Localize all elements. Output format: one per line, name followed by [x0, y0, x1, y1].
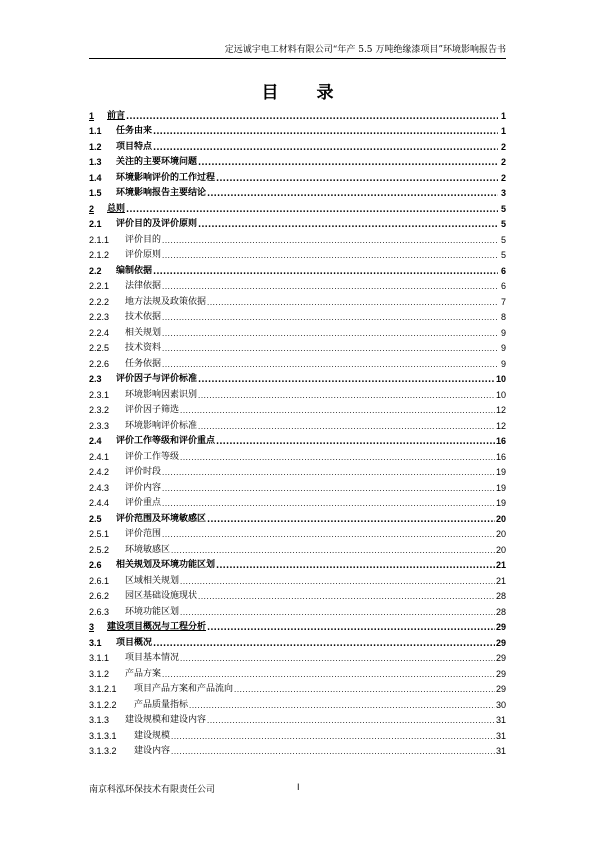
- toc-entry-number: 3.1.2: [89, 668, 110, 679]
- toc-entry[interactable]: [89, 493, 506, 509]
- toc-leader-dots: [162, 669, 495, 679]
- toc-entry[interactable]: [89, 260, 506, 276]
- toc-leader-dots: [216, 173, 498, 183]
- toc-entry-number: 3.1.2.2: [89, 699, 117, 710]
- toc-entry-title: 评价时段: [125, 467, 162, 477]
- footer-company: 南京科泓环保技术有限责任公司: [89, 785, 216, 795]
- toc-entry[interactable]: [89, 338, 506, 354]
- toc-entry-page: 5: [500, 234, 506, 245]
- toc-entry-number: 2.2.5: [89, 343, 110, 353]
- toc-entry-number: 2.2.3: [89, 312, 110, 322]
- toc-entry-title: 法律依据: [125, 281, 162, 291]
- toc-entry-number: 1: [89, 110, 95, 121]
- toc-entry[interactable]: [89, 570, 506, 586]
- toc-leader-dots: [198, 390, 495, 400]
- toc-entry-page: 19: [495, 498, 506, 508]
- toc-entry[interactable]: [89, 400, 506, 416]
- toc-entry-page: 16: [495, 436, 506, 446]
- toc-entry[interactable]: [89, 183, 506, 199]
- toc-entry-number: 2.4.1: [89, 451, 110, 462]
- toc-entry-page: 9: [500, 358, 506, 369]
- toc-entry-title: 前言: [107, 110, 126, 121]
- running-header: 定远诚宇电工材料有限公司“年产 5.5 万吨绝缘漆项目”环境影响报告书: [89, 42, 506, 59]
- toc-entry-title: 相关规划: [125, 327, 162, 338]
- toc-entry-title: 环境功能区划: [125, 606, 180, 617]
- toc-entry-page: 2: [500, 172, 506, 183]
- toc-leader-dots: [216, 436, 495, 446]
- toc-entry-number: 2.3.1: [89, 389, 110, 400]
- toc-leader-dots: [189, 700, 495, 710]
- toc-entry-title: 编制依据: [116, 265, 153, 276]
- toc-entry-number: 3.1.3: [89, 715, 110, 725]
- toc-entry[interactable]: [89, 601, 506, 617]
- toc-entry-page: 12: [495, 405, 506, 415]
- toc-entry-number: 2.6.2: [89, 591, 110, 601]
- toc-leader-dots: [162, 529, 495, 539]
- toc-entry-page: 29: [495, 653, 506, 663]
- toc-entry-number: 2.6.3: [89, 606, 110, 617]
- toc-entry-page: 29: [495, 637, 506, 648]
- toc-leader-dots: [162, 250, 498, 260]
- toc-entry-title: 项目基本情况: [125, 653, 180, 663]
- toc-entry-title: 评价重点: [125, 498, 162, 508]
- toc-entry-number: 3.1: [89, 637, 102, 648]
- toc-entry-title: 地方法规及政策依据: [125, 296, 207, 307]
- toc-entry-title: 建设规模: [134, 730, 171, 741]
- toc-entry-page: 12: [495, 420, 506, 431]
- toc-entry-title: 关注的主要环境问题: [116, 157, 198, 167]
- toc-entry[interactable]: [89, 152, 506, 168]
- toc-leader-dots: [171, 731, 495, 741]
- toc-entry-title: 园区基础设施现状: [125, 591, 198, 601]
- toc-entry-number: 1.5: [89, 188, 102, 198]
- toc-leader-dots: [207, 297, 498, 307]
- toc-entry-number: 2.5.1: [89, 529, 110, 539]
- toc-entry[interactable]: [89, 446, 506, 462]
- toc-entry[interactable]: [89, 648, 506, 664]
- toc-entry-number: 2.6: [89, 560, 102, 570]
- toc-entry-number: 2.4.2: [89, 467, 110, 477]
- toc-entry[interactable]: [89, 555, 506, 571]
- toc-entry-page: 19: [495, 467, 506, 477]
- toc-entry-number: 2.4.3: [89, 482, 110, 493]
- toc-leader-dots: [162, 328, 498, 338]
- toc-entry-number: 2.2.6: [89, 358, 110, 369]
- toc-entry[interactable]: [89, 307, 506, 323]
- toc-entry-title: 评价因子与评价标准: [116, 374, 198, 384]
- footer-page-number: I: [297, 782, 300, 792]
- toc-entry-title: 区域相关规划: [125, 575, 180, 586]
- toc-entry[interactable]: [89, 121, 506, 137]
- toc-entry-number: 2.2.2: [89, 296, 110, 307]
- toc-entry-page: 6: [500, 281, 506, 291]
- toc-entry-page: 31: [495, 715, 506, 725]
- toc-entry-title: 评价目的: [125, 234, 162, 245]
- toc-leader-dots: [180, 405, 495, 415]
- toc-entry-page: 20: [495, 544, 506, 555]
- toc-entry-number: 3.1.2.1: [89, 684, 117, 694]
- toc-entry-page: 28: [495, 606, 506, 617]
- toc-leader-dots: [207, 715, 495, 725]
- toc-entry-page: 3: [500, 188, 506, 198]
- toc-entry-page: 2: [500, 157, 506, 167]
- toc-entry-title: 技术资料: [125, 343, 162, 353]
- toc-entry-number: 2.5: [89, 513, 102, 524]
- toc-entry[interactable]: [89, 539, 506, 555]
- toc-entry-page: 30: [495, 699, 506, 710]
- toc-leader-dots: [180, 452, 495, 462]
- toc-entry-page: 21: [495, 575, 506, 586]
- toc-entry[interactable]: [89, 245, 506, 261]
- toc-entry[interactable]: [89, 384, 506, 400]
- toc-leader-dots: [153, 126, 498, 136]
- toc-entry-page: 5: [500, 203, 506, 214]
- toc-entry-title: 项目特点: [116, 141, 153, 152]
- toc-leader-dots: [162, 343, 498, 353]
- toc-entry-title: 技术依据: [125, 312, 162, 322]
- toc-entry[interactable]: [89, 477, 506, 493]
- toc-leader-dots: [198, 219, 498, 229]
- toc-leader-dots: [216, 560, 495, 570]
- toc-entry-page: 5: [500, 250, 506, 260]
- toc-entry-number: 3.1.3.2: [89, 746, 117, 756]
- page-title: 目 录: [261, 83, 350, 103]
- toc-entry[interactable]: [89, 586, 506, 602]
- toc-entry-number: 2: [89, 203, 95, 214]
- toc-leader-dots: [162, 312, 498, 322]
- toc-entry-page: 29: [495, 684, 506, 694]
- toc-entry-page: 16: [495, 451, 506, 462]
- toc-leader-dots: [207, 622, 495, 632]
- toc-entry[interactable]: [89, 353, 506, 369]
- toc-entry-number: 1.1: [89, 126, 102, 136]
- toc-entry-title: 产品质量指标: [134, 699, 189, 710]
- toc-leader-dots: [180, 653, 495, 663]
- toc-entry-title: 项目概况: [116, 637, 153, 648]
- toc-leader-dots: [207, 188, 498, 198]
- toc-entry-title: 总则: [107, 203, 126, 214]
- toc-entry-page: 31: [495, 746, 506, 756]
- toc-entry-page: 9: [500, 343, 506, 353]
- toc-entry-title: 相关规划及环境功能区划: [116, 560, 216, 570]
- toc-entry-number: 2.2.4: [89, 327, 110, 338]
- toc-entry-number: 3.1.1: [89, 653, 110, 663]
- toc-entry[interactable]: [89, 710, 506, 726]
- toc-leader-dots: [153, 266, 498, 276]
- toc-entry-page: 10: [495, 389, 506, 400]
- toc-entry[interactable]: [89, 694, 506, 710]
- toc-entry-number: 2.3.2: [89, 405, 110, 415]
- toc-leader-dots: [162, 235, 498, 245]
- toc-entry[interactable]: [89, 617, 506, 633]
- toc-leader-dots: [180, 607, 495, 617]
- toc-entry[interactable]: [89, 508, 506, 524]
- toc-entry-title: 建设内容: [134, 746, 171, 756]
- toc-entry-number: 2.1.2: [89, 250, 110, 260]
- toc-entry[interactable]: [89, 679, 506, 695]
- toc-leader-dots: [207, 514, 495, 524]
- toc-entry-page: 1: [500, 126, 506, 136]
- toc-leader-dots: [198, 591, 495, 601]
- toc-entry-title: 评价范围: [125, 529, 162, 539]
- toc-entry-number: 2.4: [89, 436, 102, 446]
- toc-leader-dots: [234, 684, 495, 694]
- toc-entry-title: 建设规模和建设内容: [125, 715, 207, 725]
- toc-entry-title: 评价范围及环境敏感区: [116, 513, 207, 524]
- toc-entry-page: 10: [495, 374, 506, 384]
- toc-entry[interactable]: [89, 632, 506, 648]
- toc-entry-number: 2.1: [89, 219, 102, 229]
- toc-entry-number: 1.2: [89, 141, 102, 152]
- toc-leader-dots: [162, 483, 495, 493]
- toc-entry-title: 建设项目概况与工程分析: [107, 622, 207, 632]
- toc-entry-title: 评价原则: [125, 250, 162, 260]
- toc-leader-dots: [126, 204, 498, 214]
- toc-entry-number: 2.3: [89, 374, 102, 384]
- toc-entry-page: 28: [495, 591, 506, 601]
- toc-entry-number: 1.3: [89, 157, 102, 167]
- toc-entry-number: 2.1.1: [89, 234, 110, 245]
- toc-entry-title: 评价因子筛选: [125, 405, 180, 415]
- toc-leader-dots: [162, 467, 495, 477]
- toc-entry[interactable]: [89, 136, 506, 152]
- toc-leader-dots: [153, 638, 495, 648]
- toc-entry-number: 3: [89, 622, 95, 632]
- toc-entry[interactable]: [89, 291, 506, 307]
- toc-entry[interactable]: [89, 524, 506, 540]
- toc-entry-title: 任务依据: [125, 358, 162, 369]
- toc-entry-title: 环境敏感区: [125, 544, 171, 555]
- toc-entry[interactable]: [89, 276, 506, 292]
- toc-entry[interactable]: [89, 214, 506, 230]
- toc-entry-title: 环境影响评价标准: [125, 420, 198, 431]
- toc-leader-dots: [162, 281, 498, 291]
- toc-entry-page: 29: [495, 622, 506, 632]
- toc-entry[interactable]: [89, 725, 506, 741]
- toc-entry-title: 评价工作等级和评价重点: [116, 436, 216, 446]
- toc-entry[interactable]: [89, 415, 506, 431]
- toc-entry-page: 21: [495, 560, 506, 570]
- toc-entry-number: 2.3.3: [89, 420, 110, 431]
- toc-entry-number: 3.1.3.1: [89, 730, 117, 741]
- toc-leader-dots: [171, 545, 495, 555]
- toc-entry-page: 1: [500, 110, 506, 121]
- toc-entry-number: 1.4: [89, 172, 102, 183]
- toc-entry-number: 2.5.2: [89, 544, 110, 555]
- toc-entry-page: 20: [495, 529, 506, 539]
- toc-entry[interactable]: [89, 741, 506, 757]
- toc-entry[interactable]: [89, 431, 506, 447]
- toc-entry-title: 环境影响因素识别: [125, 389, 198, 400]
- toc-entry-title: 评价目的及评价原则: [116, 219, 198, 229]
- toc-entry-title: 产品方案: [125, 668, 162, 679]
- toc-leader-dots: [162, 359, 498, 369]
- toc-entry-page: 7: [500, 296, 506, 307]
- toc-entry-number: 2.4.4: [89, 498, 110, 508]
- toc-entry-page: 6: [500, 265, 506, 276]
- toc-entry-title: 评价内容: [125, 482, 162, 493]
- toc-leader-dots: [198, 157, 498, 167]
- toc-entry-title: 评价工作等级: [125, 451, 180, 462]
- toc-leader-dots: [153, 142, 498, 152]
- toc-entry-number: 2.6.1: [89, 575, 110, 586]
- toc-entry-number: 2.2: [89, 265, 102, 276]
- toc-entry[interactable]: [89, 105, 506, 121]
- table-of-contents: [89, 105, 506, 756]
- toc-entry-title: 任务由来: [116, 126, 153, 136]
- toc-entry-page: 2: [500, 141, 506, 152]
- toc-leader-dots: [198, 374, 495, 384]
- toc-entry-page: 9: [500, 327, 506, 338]
- toc-entry[interactable]: [89, 229, 506, 245]
- toc-leader-dots: [198, 421, 495, 431]
- toc-entry-page: 19: [495, 482, 506, 493]
- toc-entry-title: 项目产品方案和产品流向: [134, 684, 234, 694]
- toc-leader-dots: [171, 746, 495, 756]
- toc-entry-title: 环境影响报告主要结论: [116, 188, 207, 198]
- toc-entry-page: 29: [495, 668, 506, 679]
- toc-leader-dots: [126, 111, 498, 121]
- toc-entry-page: 5: [500, 219, 506, 229]
- toc-leader-dots: [162, 498, 495, 508]
- toc-entry[interactable]: [89, 198, 506, 214]
- toc-leader-dots: [180, 576, 495, 586]
- toc-entry[interactable]: [89, 167, 506, 183]
- toc-entry-page: 8: [500, 312, 506, 322]
- toc-entry[interactable]: [89, 322, 506, 338]
- toc-entry-number: 2.2.1: [89, 281, 110, 291]
- toc-entry-page: 31: [495, 730, 506, 741]
- toc-entry-title: 环境影响评价的工作过程: [116, 172, 216, 183]
- toc-entry[interactable]: [89, 462, 506, 478]
- toc-entry-page: 20: [495, 513, 506, 524]
- toc-entry[interactable]: [89, 663, 506, 679]
- toc-entry[interactable]: [89, 369, 506, 385]
